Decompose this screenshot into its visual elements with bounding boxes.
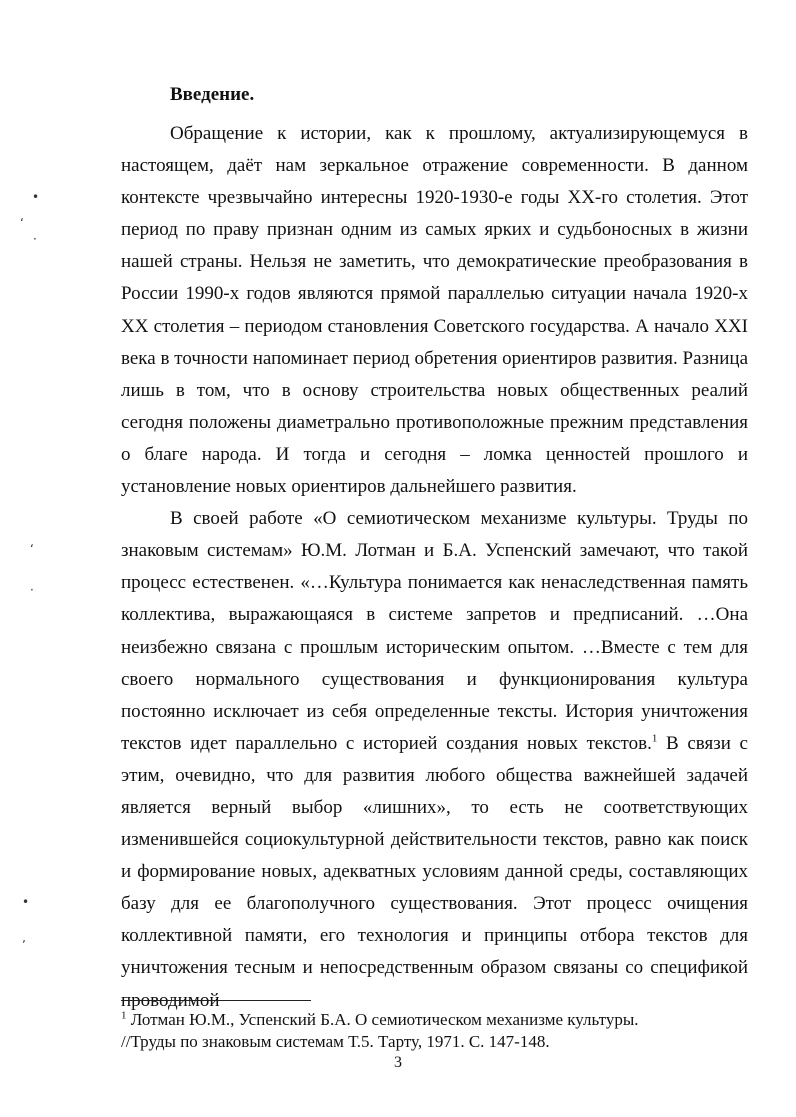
page-number: 3 (394, 1054, 402, 1071)
paragraph-lotman-text: В своей работе «О семиотическом механизме культуры. Труды по знаковым системам» Ю.М. Лотман и Б.А. Успенский замечают, что такой процесс естественен. «…Культура понимается как ненаследственная память коллектива, выражающаяся в системе запретов и предписаний. …Она неизбежно связана с прошлым историческим опытом. …Вместе с тем для своего нормального существования и функционирования культура постоянно исключает из себя определенные тексты. История уничтожения текстов идет параллельно с историей создания новых текстов. (121, 508, 748, 754)
scan-speck: ʼ (22, 938, 26, 952)
scan-speck: · (33, 232, 37, 246)
scan-speck: • (22, 895, 30, 909)
footnote-separator (121, 1000, 311, 1001)
body-text (121, 118, 748, 1017)
scan-speck: ʻ (30, 542, 34, 556)
footnote-text: Лотман Ю.М., Успенский Б.А. О семиотическом механизме культуры. (126, 1010, 639, 1029)
paragraph-lotman (121, 503, 748, 1017)
scan-speck: • (32, 190, 40, 204)
footnote-marker: 1 (121, 1009, 127, 1022)
scan-speck: ʻ (20, 216, 24, 230)
scan-speck: · (30, 583, 34, 597)
footnote-reference[interactable]: 1 (651, 732, 658, 745)
footnote-text-line2: //Труды по знаковым системам Т.5. Тарту, 1971. С. 147-148. (121, 1032, 550, 1051)
section-heading: Введение. (170, 84, 255, 105)
paragraph-lotman-continuation: В связи с этим, очевидно, что для развития любого общества важнейшей задачей является верный выбор «лишних», то есть не соответствующих изменившейся социокультурной действительности текстов, равно как поиск и формирование новых, адекватных условиям данной среды, составляющих базу для ее благополучного существования. Этот процесс очищения коллективной памяти, его технология и принципы отбора текстов для уничтожения тесным и непосредственным образом связаны со спецификой проводимой (121, 732, 748, 1011)
paragraph-intro: Обращение к истории, как к прошлому, актуализирующемуся в настоящем, даёт нам зеркальное отражение современности. В данном контексте чрезвычайно интересны 1920-1930-е годы XX-го столетия. Этот период по праву признан одним из самых ярких и судьбоносных в жизни нашей страны. Нельзя не заметить, что демократические преобразования в России 1990-х годов являются прямой параллелью ситуации начала 1920-х XX столетия – периодом становления Советского государства. А начало XXI века в точности напоминает период обретения ориентиров развития. Разница лишь в том, что в основу строительства новых общественных реалий сегодня положены диаметрально противоположные прежним представления о благе народа. И тогда и сегодня – ломка ценностей прошлого и установление новых ориентиров дальнейшего развития. (121, 123, 748, 498)
footnote (121, 1009, 748, 1053)
